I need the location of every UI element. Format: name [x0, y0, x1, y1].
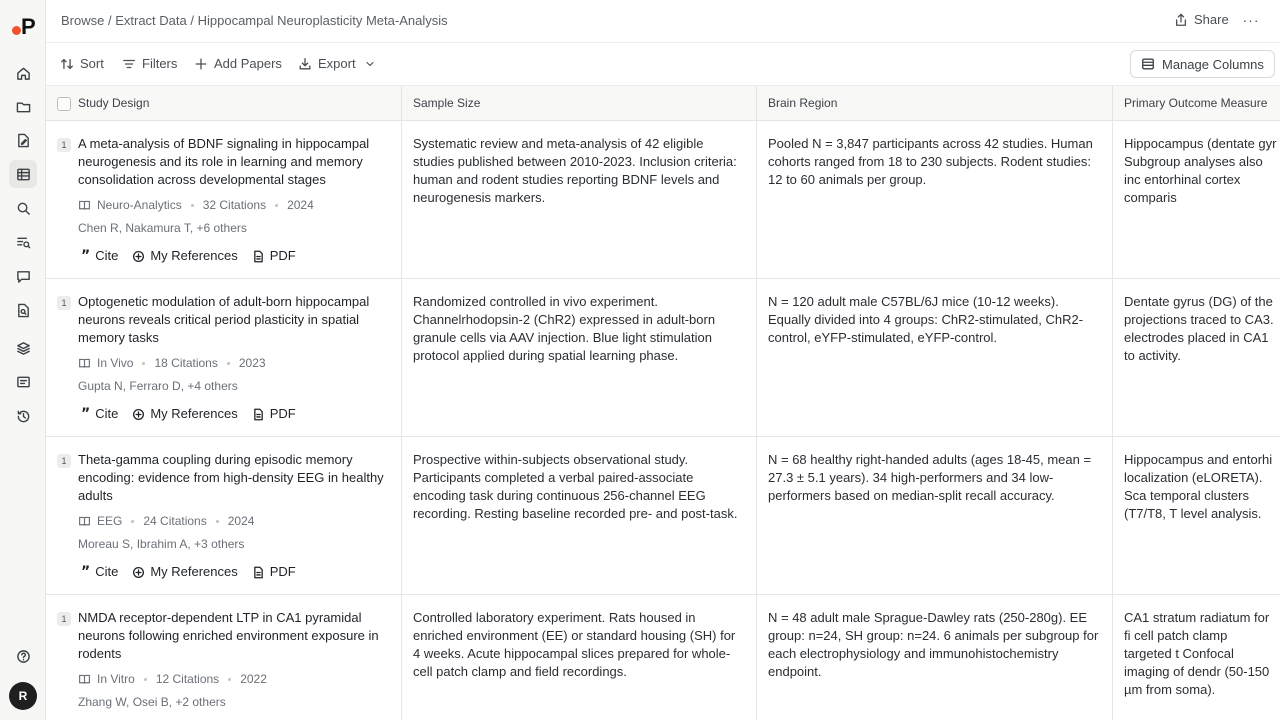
paper-actions: [81, 405, 296, 423]
filters-button[interactable]: [122, 56, 177, 71]
citation-count[interactable]: 18 Citations: [154, 356, 218, 370]
file-icon: [252, 408, 265, 421]
journal-name: In Vivo: [97, 356, 134, 370]
table-row[interactable]: [46, 595, 1280, 720]
cite-label: Cite: [95, 564, 119, 579]
pdf-label: PDF: [269, 564, 296, 579]
breadcrumb-current: Hippocampal Neuroplasticity Meta-Analysis: [197, 13, 448, 28]
cite-label: Cite: [95, 406, 119, 421]
meta-separator: [275, 204, 278, 207]
column-header-label: Primary Outcome Measure: [1124, 96, 1268, 110]
paper-actions: [81, 247, 296, 265]
paper-authors: Moreau S, Ibrahim A, +3 others: [78, 537, 245, 551]
cite-button[interactable]: [81, 405, 118, 423]
primary-outcome-cell[interactable]: Hippocampus and entorhi localization (eLORETA). Sca temporal clusters (T7/T8, T level analysis.: [1124, 452, 1273, 521]
list-search-icon[interactable]: [9, 228, 37, 256]
my-references-button[interactable]: [132, 247, 237, 265]
breadcrumb-browse[interactable]: Browse: [61, 13, 105, 28]
breadcrumb-extract-data[interactable]: Extract Data: [115, 13, 187, 28]
paper-authors: Zhang W, Osei B, +2 others: [78, 695, 226, 709]
help-icon[interactable]: [9, 642, 37, 670]
meta-separator: [144, 678, 147, 681]
my-references-button[interactable]: [132, 563, 237, 581]
my-references-button[interactable]: [132, 405, 237, 423]
file-icon: [252, 250, 265, 263]
breadcrumb-separator: /: [190, 13, 198, 28]
column-header-brain-region[interactable]: [757, 86, 1113, 121]
brain-region-cell[interactable]: Pooled N = 3,847 participants across 42 studies. Human cohorts ranged from 18 to 230 subjects. Rodent studies: 12 to 60 animals per group.: [757, 121, 1113, 279]
logo-letter: P: [21, 14, 36, 39]
brain-region-cell[interactable]: N = 48 adult male Sprague-Dawley rats (250-280g). EE group: n=24, SH group: n=24. 6 animals per subgroup for each electrophysiology and immunohistochemistry endpoint.: [757, 595, 1113, 720]
cite-label: Cite: [95, 248, 119, 263]
plus-circle-icon: [132, 250, 145, 263]
meta-separator: [142, 362, 145, 365]
row-index-badge: 1: [57, 296, 71, 310]
home-icon[interactable]: [9, 59, 37, 87]
column-header-primary-outcome[interactable]: [1113, 86, 1280, 121]
paper-meta: [78, 196, 314, 214]
publication-year: 2024: [227, 514, 255, 528]
sort-icon: [60, 57, 74, 71]
paper-title[interactable]: Optogenetic modulation of adult-born hippocampal neurons reveals critical period plasticity in spatial memory tasks: [78, 294, 370, 345]
journal-name: EEG: [97, 514, 123, 528]
document-search-icon[interactable]: [9, 296, 37, 324]
chevron-down-icon: [364, 58, 376, 70]
meta-separator: [227, 362, 230, 365]
my-references-label: My References: [150, 564, 238, 579]
avatar[interactable]: R: [9, 682, 37, 710]
layers-icon[interactable]: [9, 334, 37, 362]
share-icon: [1174, 13, 1188, 27]
sidebar: [0, 0, 46, 720]
column-header-sample-size[interactable]: [402, 86, 757, 121]
pdf-button[interactable]: [252, 563, 296, 581]
paper-cell: [46, 279, 402, 437]
folder-icon[interactable]: [9, 92, 37, 120]
download-icon: [298, 57, 312, 71]
paper-authors: Chen R, Nakamura T, +6 others: [78, 221, 247, 235]
history-icon[interactable]: [9, 402, 37, 430]
share-label: Share: [1194, 12, 1229, 27]
sort-button[interactable]: [60, 56, 104, 71]
chat-icon[interactable]: [9, 262, 37, 290]
export-label: Export: [318, 56, 356, 71]
meta-separator: [191, 204, 194, 207]
citation-count[interactable]: 24 Citations: [143, 514, 207, 528]
toolbar: [46, 43, 1280, 85]
sample-size-cell[interactable]: Systematic review and meta-analysis of 42 eligible studies published between 2010-2023. Inclusion criteria: human and rodent studies reporting BDNF levels and neurogenesis markers.: [402, 121, 757, 279]
primary-outcome-cell[interactable]: CA1 stratum radiatum for fi cell patch clamp targeted t Confocal imaging of dendr (50-150 µm from soma).: [1124, 610, 1270, 697]
document-edit-icon[interactable]: [9, 126, 37, 154]
paper-meta: [78, 354, 266, 372]
row-index-badge: 1: [57, 138, 71, 152]
table-row[interactable]: [46, 121, 1280, 279]
paper-meta: [78, 512, 254, 530]
columns-icon: [1141, 57, 1155, 71]
sample-size-cell[interactable]: Prospective within-subjects observational study. Participants completed a verbal paired-associate encoding task during continuous 256-channel EEG recording. Resting baseline recorded pre- and post-task.: [402, 437, 757, 595]
cite-button[interactable]: [81, 247, 118, 265]
publication-year: 2022: [240, 672, 267, 686]
message-square-icon[interactable]: [9, 368, 37, 396]
filter-icon: [122, 57, 136, 71]
publication-year: 2023: [238, 356, 266, 370]
pdf-label: PDF: [269, 406, 296, 421]
brain-region-cell[interactable]: N = 68 healthy right-handed adults (ages 18-45, mean = 27.3 ± 5.1 years). 34 high-performers and 34 low-performers based on median-split recall accuracy.: [757, 437, 1113, 595]
meta-separator: [216, 520, 219, 523]
citation-count[interactable]: 32 Citations: [202, 198, 267, 212]
primary-outcome-cell[interactable]: Dentate gyrus (DG) of the projections traced to CA3. electrodes placed in CA1 to activity.: [1124, 294, 1274, 363]
table-row[interactable]: [46, 437, 1280, 595]
paper-cell: [46, 595, 402, 720]
plus-circle-icon: [132, 408, 145, 421]
table-header: [46, 85, 1280, 121]
journal-name: In Vitro: [97, 672, 135, 686]
add-papers-button[interactable]: [194, 56, 282, 71]
share-button[interactable]: [1174, 12, 1229, 27]
paper-title[interactable]: A meta-analysis of BDNF signaling in hippocampal neurogenesis and its role in learning and memory consolidation across developmental stages: [78, 136, 370, 187]
pdf-label: PDF: [269, 248, 296, 263]
meta-separator: [228, 678, 231, 681]
quote-icon: ”: [81, 405, 91, 422]
column-header-study-design[interactable]: [46, 86, 402, 121]
table-row[interactable]: [46, 279, 1280, 437]
paper-cell: [46, 121, 402, 279]
paper-title[interactable]: Theta-gamma coupling during episodic memory encoding: evidence from high-density EEG in healthy adults: [78, 452, 384, 503]
paper-actions: [81, 563, 296, 581]
primary-outcome-cell[interactable]: Hippocampus (dentate gyr Subgroup analyses also inc entorhinal cortex comparis: [1124, 136, 1277, 205]
table-icon[interactable]: [9, 160, 37, 188]
filters-label: Filters: [142, 56, 178, 71]
book-icon: [78, 357, 91, 370]
select-all-checkbox[interactable]: [57, 97, 71, 111]
sample-size-cell[interactable]: Randomized controlled in vivo experiment. Channelrhodopsin-2 (ChR2) expressed in adult-born granule cells via AAV injection. Blue light stimulation protocol applied during spatial learning phase.: [402, 279, 757, 437]
meta-separator: [131, 520, 134, 523]
row-index-badge: 1: [57, 612, 71, 626]
brain-region-cell[interactable]: N = 120 adult male C57BL/6J mice (10-12 weeks). Equally divided into 4 groups: ChR2-stimulated, ChR2-control, eYFP-stimulated, eYFP-control.: [757, 279, 1113, 437]
file-icon: [252, 566, 265, 579]
more-options-icon[interactable]: ···: [1242, 12, 1260, 28]
paper-meta: [78, 670, 267, 688]
journal-name: Neuro-Analytics: [97, 198, 182, 212]
breadcrumb-separator: /: [107, 13, 116, 28]
manage-columns-label: Manage Columns: [1162, 56, 1264, 72]
export-button[interactable]: [298, 56, 376, 71]
citation-count[interactable]: 12 Citations: [155, 672, 220, 686]
pdf-button[interactable]: [252, 405, 296, 423]
plus-circle-icon: [132, 566, 145, 579]
quote-icon: ”: [81, 563, 91, 580]
paper-cell: [46, 437, 402, 595]
top-header: [46, 0, 1280, 43]
paper-title[interactable]: NMDA receptor-dependent LTP in CA1 pyramidal neurons following enriched environment exposure in rodents: [78, 610, 379, 661]
column-header-label: Study Design: [78, 96, 150, 110]
add-papers-label: Add Papers: [214, 56, 282, 71]
book-icon: [78, 199, 91, 212]
cite-button[interactable]: [81, 563, 118, 581]
paper-authors: Gupta N, Ferraro D, +4 others: [78, 379, 238, 393]
row-index-badge: 1: [57, 454, 71, 468]
column-header-label: Sample Size: [413, 96, 481, 110]
breadcrumb: [61, 13, 448, 28]
quote-icon: ”: [81, 247, 91, 264]
publication-year: 2024: [287, 198, 314, 212]
column-header-label: Brain Region: [768, 96, 838, 110]
manage-columns-button[interactable]: [1130, 50, 1275, 78]
logo-dot: [12, 26, 21, 35]
book-icon: [78, 673, 91, 686]
plus-icon: [194, 57, 208, 71]
pdf-button[interactable]: [252, 247, 296, 265]
book-icon: [78, 515, 91, 528]
app-logo[interactable]: [11, 14, 39, 40]
papers-table: [46, 85, 1280, 720]
sample-size-cell[interactable]: Controlled laboratory experiment. Rats housed in enriched environment (EE) or standard housing (SH) for 4 weeks. Acute hippocampal slices prepared for whole-cell patch clamp and field recordings.: [402, 595, 757, 720]
sort-label: Sort: [80, 56, 104, 71]
search-icon[interactable]: [9, 194, 37, 222]
my-references-label: My References: [150, 248, 238, 263]
my-references-label: My References: [150, 406, 238, 421]
